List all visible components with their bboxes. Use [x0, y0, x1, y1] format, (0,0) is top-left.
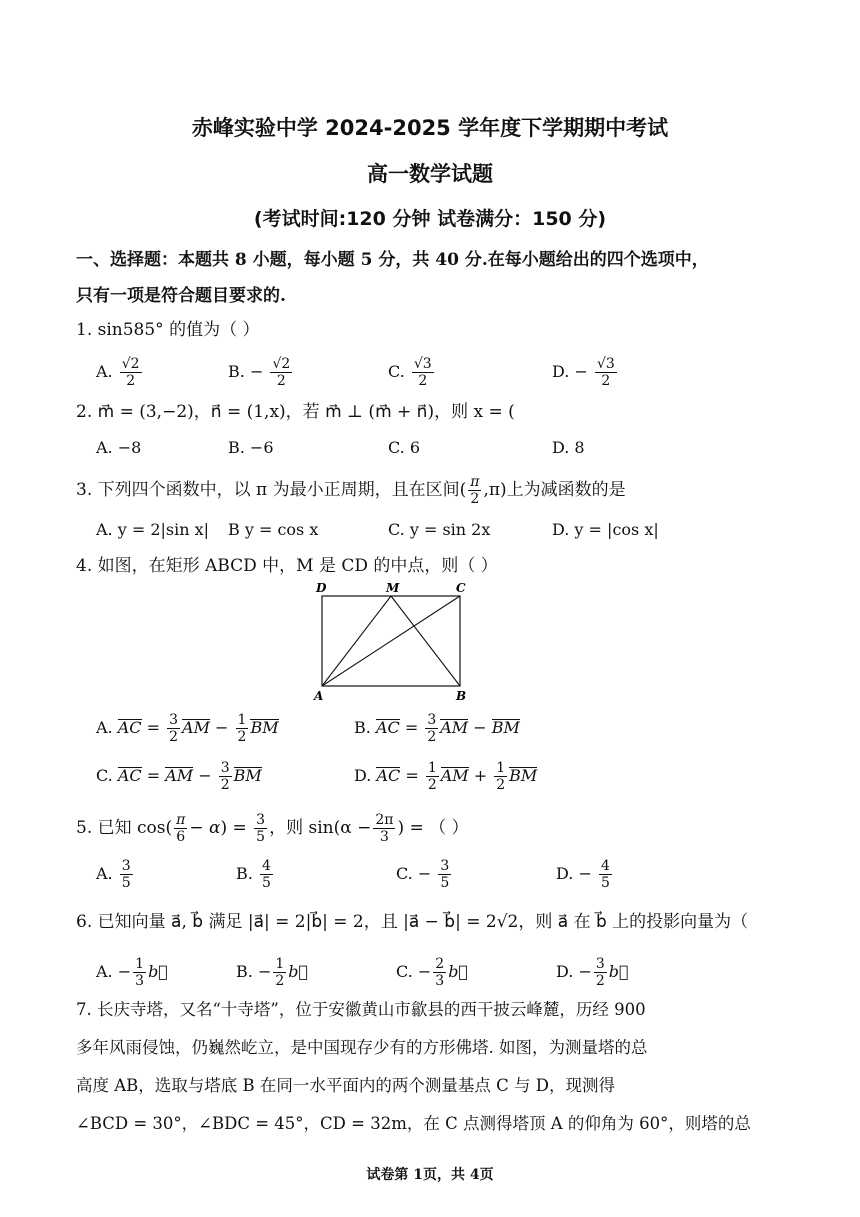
q7-line2: 多年风雨侵蚀，仍巍然屹立，是中国现存少有的方形佛塔. 如图，为测量塔的总	[76, 1038, 648, 1057]
section-intro-line1: 一、选择题：本题共 8 小题，每小题 5 分，共 40 分.在每小题给出的四个选项中，	[76, 250, 709, 270]
label-d: D	[316, 582, 327, 595]
q4-option-d: D. AC = $\frac{1}{2}$ AM + $\frac{1}{2}$ BM	[354, 760, 538, 793]
exam-info: (考试时间:120 分钟 试卷满分：150 分)	[253, 208, 607, 230]
q5-option-a: A. $\frac{3}{5}$	[96, 858, 131, 891]
q3-option-a: A. y = 2|sin x|	[96, 520, 210, 539]
q2-stem: 2. m⃗ = (3,−2)，n⃗ = (1,x)，若 m⃗ ⊥ (m⃗ + n⃗)，则 x = (	[76, 402, 515, 422]
q2-option-d: D. 8	[552, 438, 585, 457]
q6-stem: 6. 已知向量 a⃗, b⃗ 满足 |a⃗| = 2|b⃗| = 2，且 |a⃗ − b⃗| = 2√2，则 a⃗ 在 b⃗ 上的投影向量为（	[76, 912, 749, 932]
q5-option-b: B. $\frac{4}{5}$	[236, 858, 271, 891]
q1-stem: 1. sin585° 的值为（ ）	[76, 320, 260, 340]
q4-stem: 4. 如图，在矩形 ABCD 中，M 是 CD 的中点，则（ ）	[76, 556, 498, 576]
page-footer: 试卷第 1页，共 4页	[366, 1167, 494, 1183]
q4-option-c: C. AC = AM − $\frac{3}{2}$ BM	[96, 760, 262, 793]
subject-title: 高一数学试题	[367, 162, 493, 186]
label-m: M	[386, 582, 400, 595]
label-c: C	[456, 582, 466, 595]
q3-stem: 3. 下列四个函数中，以 π 为最小正周期，且在区间( $\frac{\pi}{2}$ ,π)上为减函数的是	[76, 474, 626, 507]
q7-line1: 7. 长庆寺塔，又名“十寺塔”，位于安徽黄山市歙县的西干披云峰麓，历经 900	[76, 1000, 646, 1019]
q6-option-d: D. − $\frac{3}{2}$ b⃗	[556, 956, 629, 989]
q4-rectangle-figure	[312, 582, 472, 704]
q5-option-d: D. − $\frac{4}{5}$	[556, 858, 610, 891]
segment-am	[322, 596, 391, 686]
q1-option-d: D. − $\frac{√3}{2}$	[552, 356, 615, 389]
q4-option-a: A. AC = $\frac{3}{2}$ AM − $\frac{1}{2}$ BM	[96, 712, 279, 745]
school-title: 赤峰实验中学 2024-2025 学年度下学期期中考试	[191, 116, 669, 140]
q3-option-c: C. y = sin 2x	[388, 520, 491, 539]
q2-option-a: A. −8	[96, 438, 142, 457]
q1-option-b: B. − $\frac{√2}{2}$	[228, 356, 291, 389]
q4-option-b: B. AC = $\frac{3}{2}$ AM − BM	[354, 712, 520, 745]
q6-option-a: A. − $\frac{1}{3}$ b⃗	[96, 956, 168, 989]
segment-ac	[322, 596, 460, 686]
section-intro-line2: 只有一项是符合题目要求的.	[76, 286, 286, 306]
q5-stem: 5. 已知 cos( $\frac{\pi}{6}$ − α) = $\frac{3}{5}$ ，则 sin(α − $\frac{2\pi}{3}$ ) = （ ）	[76, 812, 469, 845]
q6-option-b: B. − $\frac{1}{2}$ b⃗	[236, 956, 309, 989]
q2-option-b: B. −6	[228, 438, 274, 457]
q1-option-a: A. $\frac{√2}{2}$	[96, 356, 140, 389]
q7-line4: ∠BCD = 30°，∠BDC = 45°，CD = 32m，在 C 点测得塔顶 A 的仰角为 60°，则塔的总	[76, 1114, 751, 1133]
q3-option-b: B y = cos x	[228, 520, 319, 539]
segment-bm	[391, 596, 460, 686]
q3-option-d: D. y = |cos x|	[552, 520, 659, 539]
q6-option-c: C. − $\frac{2}{3}$ b⃗	[396, 956, 469, 989]
q7-line3: 高度 AB，选取与塔底 B 在同一水平面内的两个测量基点 C 与 D，现测得	[76, 1076, 615, 1095]
q5-option-c: C. − $\frac{3}{5}$	[396, 858, 450, 891]
label-b: B	[456, 689, 467, 703]
label-a: A	[314, 689, 324, 703]
q1-option-c: C. $\frac{√3}{2}$	[388, 356, 432, 389]
q2-option-c: C. 6	[388, 438, 421, 457]
